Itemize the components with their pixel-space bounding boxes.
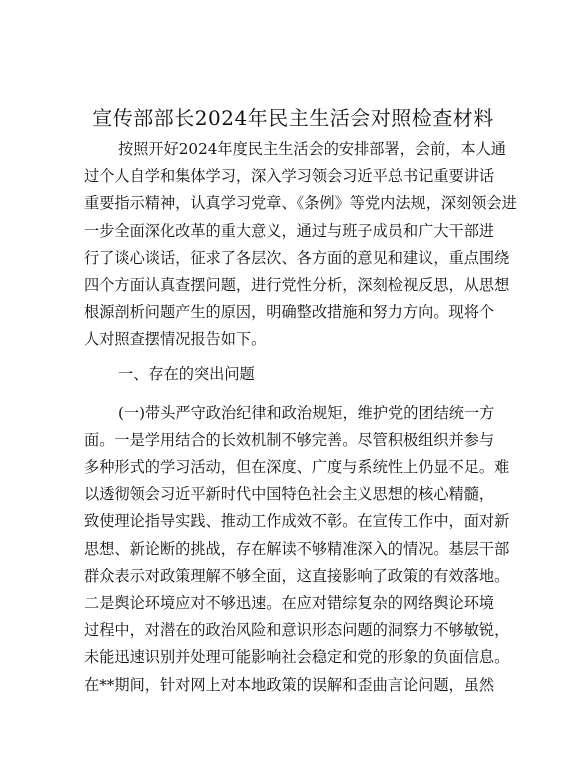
document-title: 宣传部部长2024年民主生活会对照检查材料	[92, 106, 494, 130]
paragraph-line: 一步全面深化改革的重大意义，通过与班子成员和广大干部进	[84, 221, 495, 240]
paragraph-line: 四个方面认真查摆问题，进行党性分析，深刻检视反思，从思想	[84, 275, 510, 294]
paragraph-line: 过个人自学和集体学习，深入学习领会习近平总书记重要讲话	[84, 167, 495, 186]
document-body	[84, 136, 517, 699]
paragraph-line: 按照开好2024年度民主生活会的安排部署，会前，本人通	[118, 140, 506, 158]
paragraph-line: 多种形式的学习活动，但在深度、广度与系统性上仍显不足。难	[84, 458, 510, 477]
paragraph-line: 重要指示精神，认真学习党章、《条例》等党内法规，深刻领会进	[84, 194, 517, 213]
subsection-heading: (一)带头严守政治纪律和政治规矩，维护党的团结统一方	[118, 403, 495, 422]
section-heading: 一、存在的突出问题	[118, 364, 255, 383]
paragraph-line: 人对照查摆情况报告如下。	[84, 330, 267, 349]
paragraph-line: 以透彻领会习近平新时代中国特色社会主义思想的核心精髓，	[84, 485, 495, 504]
paragraph-line: 行了谈心谈话，征求了各层次、各方面的意见和建议，重点围绕	[84, 248, 510, 267]
paragraph-line: 未能迅速识别并处理可能影响社会稳定和党的形象的负面信息。	[84, 648, 510, 667]
paragraph-line: 根源剖析问题产生的原因，明确整改措施和努力方向。现将个	[84, 303, 495, 322]
paragraph-line: 思想、新论断的挑战，存在解读不够精准深入的情况。基层干部	[84, 539, 510, 558]
paragraph-line: 在**期间，针对网上对本地政策的误解和歪曲言论问题，虽然	[84, 675, 495, 694]
paragraph-line: 致使理论指导实践、推动工作成效不彰。在宣传工作中，面对新	[84, 512, 510, 531]
paragraph-line: 群众表示对政策理解不够全面，这直接影响了政策的有效落地。	[84, 566, 510, 585]
paragraph-line: 面。一是学用结合的长效机制不够完善。尽管积极组织并参与	[84, 430, 495, 449]
paragraph-line: 二是舆论环境应对不够迅速。在应对错综复杂的网络舆论环境	[84, 594, 495, 612]
paragraph-line: 过程中，对潜在的政治风险和意识形态问题的洞察力不够敏锐，	[84, 621, 510, 640]
